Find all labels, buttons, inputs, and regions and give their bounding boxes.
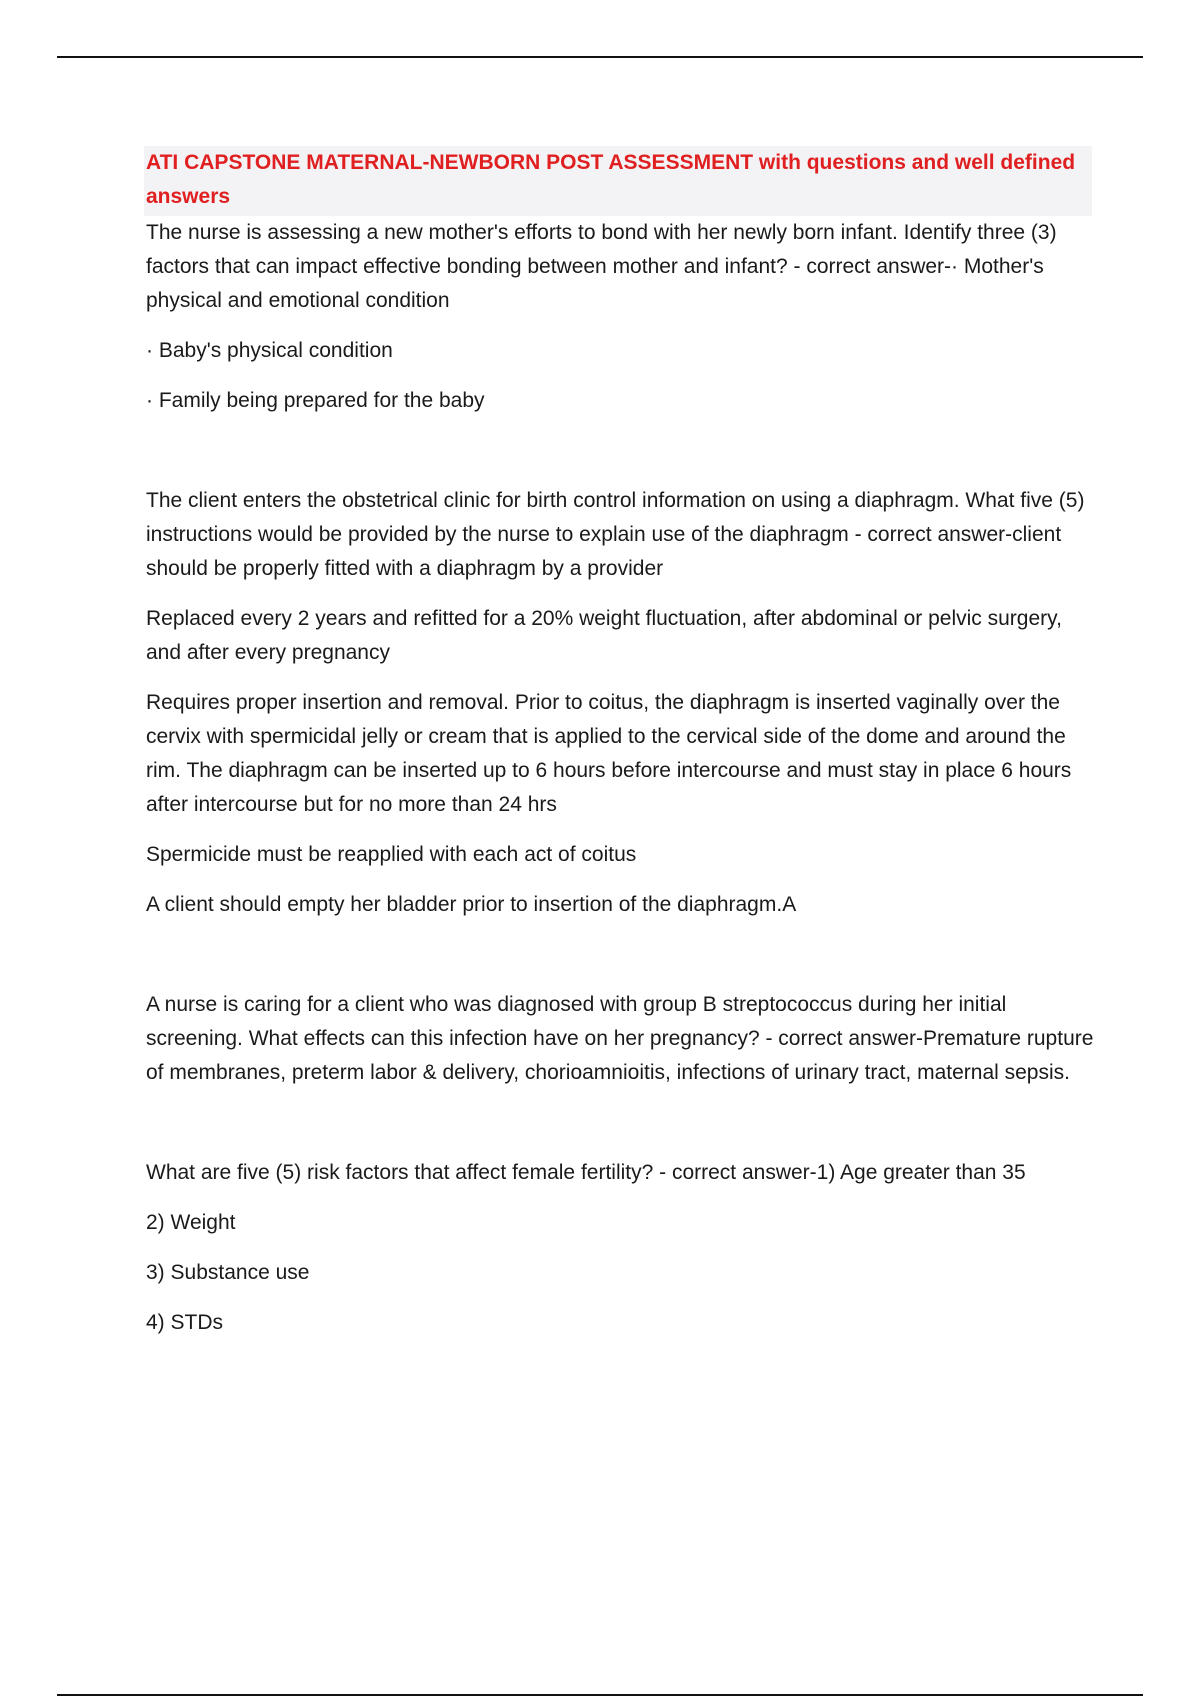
question-paragraph: What are five (5) risk factors that affect female fertility? - correct answer-1) Age greater than 35 xyxy=(146,1161,1026,1184)
section-gap xyxy=(146,1106,1096,1156)
answer-paragraph: 4) STDs xyxy=(146,1311,224,1334)
answer-paragraph: 3) Substance use xyxy=(146,1261,310,1284)
answer-paragraph: 2) Weight xyxy=(146,1211,236,1234)
document-body xyxy=(146,146,1096,1356)
question-paragraph: The nurse is assessing a new mother's efforts to bond with her newly born infant. Identify three (3) factors that can impact effective bonding between mother and infant? - correct answer-· Mother's physical and emotional condition xyxy=(146,221,1057,312)
question-paragraph: A nurse is caring for a client who was diagnosed with group B streptococcus during her initial screening. What effects can this infection have on her pregnancy? - correct answer-Premature rupture of membranes, preterm labor & delivery, chorioamnioitis, infections of urinary tract, maternal sepsis. xyxy=(146,993,1094,1084)
header-rule xyxy=(57,56,1143,58)
question-section-2 xyxy=(146,484,1096,922)
title-block xyxy=(144,146,1092,216)
section-gap xyxy=(146,938,1096,988)
answer-paragraph: Spermicide must be reapplied with each act of coitus xyxy=(146,843,637,866)
document-title: ATI CAPSTONE MATERNAL-NEWBORN POST ASSESSMENT with questions and well defined answers xyxy=(146,151,1076,208)
answer-paragraph: · Family being prepared for the baby xyxy=(146,389,485,412)
question-section-4 xyxy=(146,1156,1096,1340)
answer-paragraph: · Baby's physical condition xyxy=(146,339,393,362)
question-section-3 xyxy=(146,988,1096,1090)
answer-paragraph: Requires proper insertion and removal. Prior to coitus, the diaphragm is inserted vaginally over the cervix with spermicidal jelly or cream that is applied to the cervical side of the dome and around the rim. The diaphragm can be inserted up to 6 hours before intercourse and must stay in place 6 hours after intercourse but for no more than 24 hrs xyxy=(146,691,1072,816)
question-paragraph: The client enters the obstetrical clinic for birth control information on using a diaphragm. What five (5) instructions would be provided by the nurse to explain use of the diaphragm - correct answer-client should be properly fitted with a diaphragm by a provider xyxy=(146,489,1085,580)
footer-rule xyxy=(57,1694,1143,1696)
section-gap xyxy=(146,434,1096,484)
answer-paragraph: A client should empty her bladder prior to insertion of the diaphragm.A xyxy=(146,893,797,916)
answer-paragraph: Replaced every 2 years and refitted for a 20% weight fluctuation, after abdominal or pelvic surgery, and after every pregnancy xyxy=(146,607,1062,664)
question-section-1 xyxy=(146,216,1096,418)
